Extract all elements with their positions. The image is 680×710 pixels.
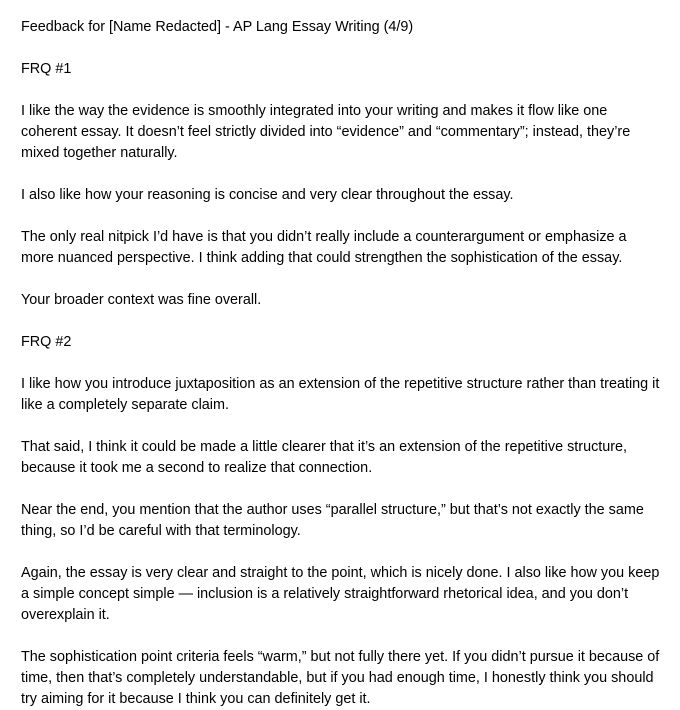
frq2-paragraph: Near the end, you mention that the author uses “parallel structure,” but that’s not exactly the same thing, so I’d be careful with that terminology. — [21, 502, 644, 539]
frq2-paragraph: Again, the essay is very clear and straight to the point, which is nicely done. I also like how you keep a simple concept simple — inclusion is a relatively straightforward rhetorical idea, and you don’t overexplain it. — [21, 565, 660, 623]
frq1-paragraph: I also like how your reasoning is concise and very clear throughout the essay. — [21, 187, 514, 203]
frq2-paragraph: I like how you introduce juxtaposition as an extension of the repetitive structure rather than treating it like a completely separate claim. — [21, 376, 660, 413]
frq1-paragraph: Your broader context was fine overall. — [21, 292, 262, 308]
frq1-paragraph: I like the way the evidence is smoothly integrated into your writing and makes it flow like one coherent essay. It doesn’t feel strictly divided into “evidence” and “commentary”; instead, they’re mixed together naturally. — [21, 103, 631, 161]
document-title: Feedback for [Name Redacted] - AP Lang Essay Writing (4/9) — [21, 19, 414, 35]
frq1-paragraph: The only real nitpick I’d have is that you didn’t really include a counterargument or emphasize a more nuanced perspective. I think adding that could strengthen the sophistication of the essay. — [21, 229, 627, 266]
frq2-paragraph: The sophistication point criteria feels “warm,” but not fully there yet. If you didn’t pursue it because of time, then that’s completely understandable, but if you had enough time, I honestly think you should try aiming for it because I think you can definitely get it. — [21, 649, 660, 707]
frq2-paragraph: That said, I think it could be made a little clearer that it’s an extension of the repetitive structure, because it took me a second to realize that connection. — [21, 439, 628, 476]
frq2-heading: FRQ #2 — [21, 334, 72, 350]
frq1-heading: FRQ #1 — [21, 61, 72, 77]
